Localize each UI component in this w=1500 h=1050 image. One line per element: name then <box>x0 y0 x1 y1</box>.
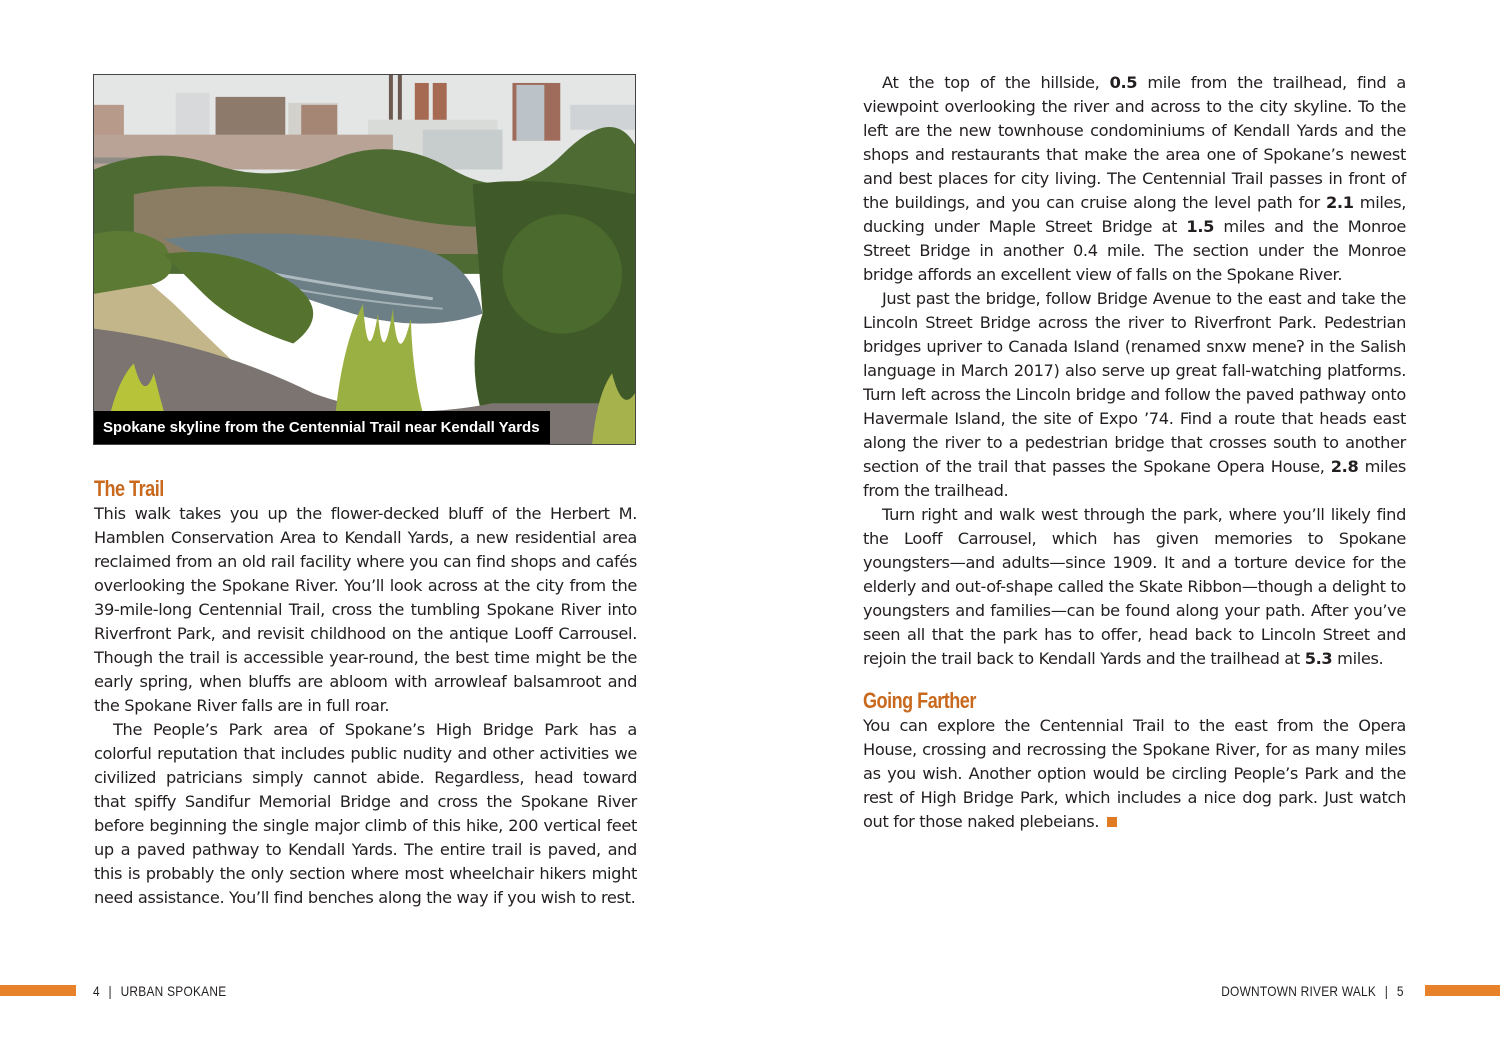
photo-illustration <box>94 75 635 444</box>
text-run: You can explore the Centennial Trail to the east from the Opera House, crossing and recrossing the Spokane River, for as many miles as you wish. Another option would be circling People’s Park and the rest of High Bridge Park, which includes a nice dog park. Just watch out for those naked plebeians. <box>863 716 1406 831</box>
paragraph <box>863 714 1406 834</box>
page-number: 4 <box>93 983 100 999</box>
end-of-chapter-square-icon <box>1107 817 1117 827</box>
section-heading-the-trail: The Trail <box>94 476 164 501</box>
text-run: Just past the bridge, follow Bridge Avenue to the east and take the Lincoln Street Bridge across the river to Riverfront Park. Pedestrian bridges upriver to Canada Island (renamed snxw meneʔ in the Salish language in March 2017) also serve up great fall-watching platforms. Turn left across the Lincoln bridge and follow the paved pathway onto Havermale Island, the site of Expo ’74. Find a route that heads east along the river to a pedestrian bridge that crosses south to another section of the trail that passes the Spokane Opera House, <box>863 289 1406 476</box>
footer-left <box>93 983 226 999</box>
footer-right <box>1222 983 1404 999</box>
paragraph: This walk takes you up the flower-decked bluff of the Herbert M. Hamblen Conservation Area to Kendall Yards, a new residential area reclaimed from an old rail facility where you can find shops and cafés overlooking the Spokane River. You’ll look across at the city from the 39-mile-long Centennial Trail, cross the tumbling Spokane River into Riverfront Park, and revisit childhood on the antique Looff Carrousel. Though the trail is accessible year-round, the best time might be the early spring, when bluffs are abloom with arrowleaf balsamroot and the Spokane River falls are in full roar. <box>94 504 637 715</box>
footer-separator: | <box>108 983 112 999</box>
the-trail-body <box>94 502 637 910</box>
text-run: Turn right and walk west through the park, where you’ll likely find the Looff Carrousel, which has given memories to Spokane youngsters—and adults—since 1909. It and a torture device for the elderly and out-of-shape called the Skate Ribbon—though a delight to youngsters and families—can be found along your path. After you’ve seen all that the park has to offer, head back to Lincoln Street and rejoin the trail back to Kendall Yards and the trailhead at <box>863 505 1406 668</box>
route-description-body <box>863 71 1406 671</box>
running-title: DOWNTOWN RIVER WALK <box>1221 983 1377 999</box>
mileage-marker: 5.3 <box>1304 649 1333 668</box>
right-page <box>750 0 1500 1050</box>
text-run: miles from the trailhead. <box>863 457 1406 500</box>
footer-accent-bar-left <box>0 985 76 996</box>
spokane-skyline-photo <box>93 74 636 445</box>
section-heading-going-farther: Going Farther <box>863 688 976 713</box>
photo-caption: Spokane skyline from the Centennial Trail near Kendall Yards <box>94 411 550 444</box>
mileage-marker: 0.5 <box>1109 73 1138 92</box>
paragraph: The People’s Park area of Spokane’s High Bridge Park has a colorful reputation that includes public nudity and other activities we civilized patricians simply cannot abide. Regardless, head toward that spiffy Sandifur Memorial Bridge and cross the Spokane River before beginning the single major climb of this hike, 200 vertical feet up a paved pathway to Kendall Yards. The entire trail is paved, and this is probably the only section where most wheelchair hikers might need assistance. You’ll find benches along the way if you wish to rest. <box>94 720 637 907</box>
page-number: 5 <box>1397 983 1404 999</box>
mileage-marker: 2.1 <box>1325 193 1354 212</box>
going-farther-body <box>863 714 1406 834</box>
text-run: miles and the Monroe Street Bridge in another 0.4 mile. The section under the Monroe bridge affords an excellent view of falls on the Spokane River. <box>863 217 1407 284</box>
footer-accent-bar-right <box>1425 985 1500 996</box>
text-run: At the top of the hillside, <box>882 73 1110 92</box>
text-run: miles, ducking under Maple Street Bridge at <box>863 193 1406 236</box>
running-title: URBAN SPOKANE <box>120 983 227 999</box>
footer-separator: | <box>1385 983 1389 999</box>
text-run: mile from the trailhead, find a viewpoint overlooking the river and across to the city skyline. To the left are the new townhouse condominiums of Kendall Yards and the shops and restaurants that make the area one of Spokane’s newest and best places for city living. The Centennial Trail passes in front of the buildings, and you can cruise along the level path for <box>863 73 1406 212</box>
paragraph <box>863 287 1406 503</box>
paragraph <box>863 503 1406 671</box>
paragraph <box>863 71 1406 287</box>
mileage-marker: 1.5 <box>1186 217 1215 236</box>
mileage-marker: 2.8 <box>1330 457 1359 476</box>
text-run: miles. <box>1332 649 1384 668</box>
